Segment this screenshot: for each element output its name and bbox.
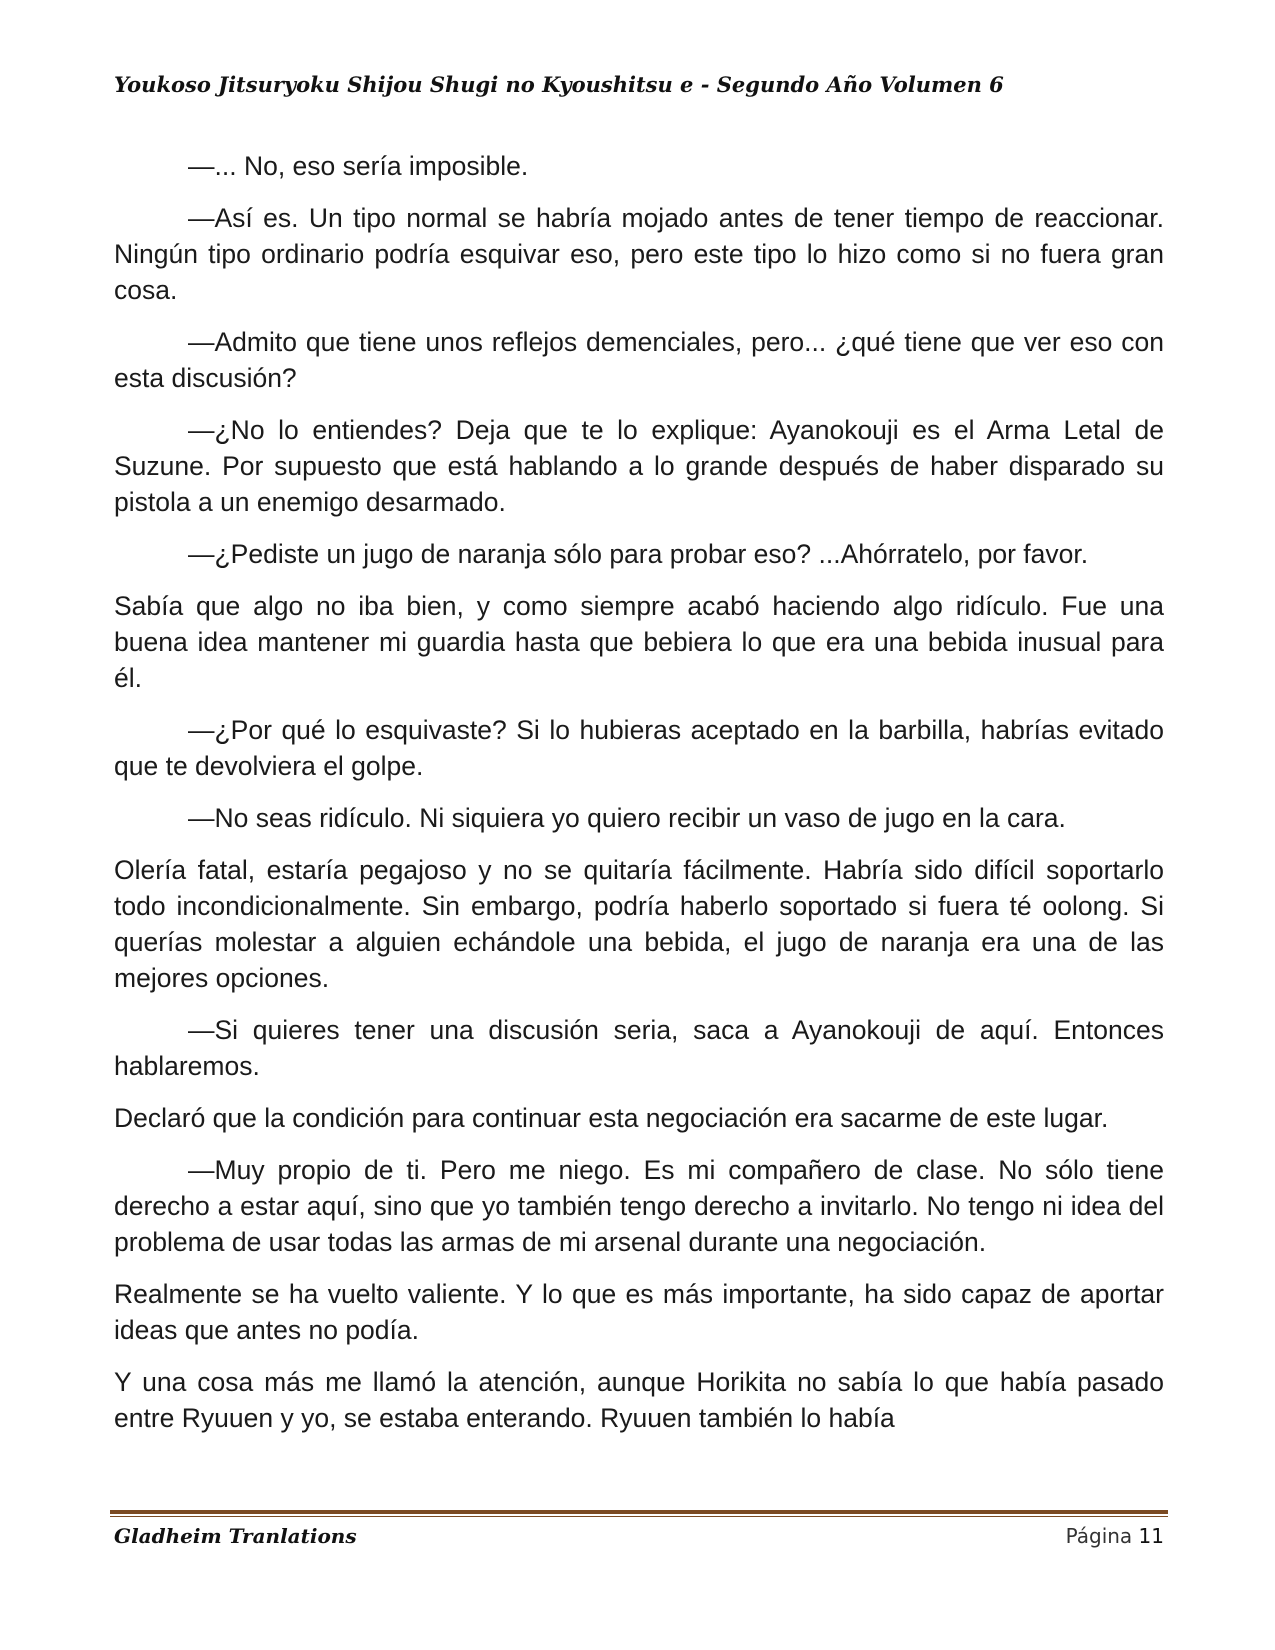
paragraph: Olería fatal, estaría pegajoso y no se quitaría fácilmente. Habría sido difícil soportarlo todo incondicionalmente. Sin embargo, podría haberlo soportado si fuera té oolong. Si querías molestar a alguien echándole una bebida, el jugo de naranja era una de las mejores opciones.: [114, 855, 1164, 993]
paragraph: Realmente se ha vuelto valiente. Y lo que es más importante, ha sido capaz de aportar ideas que antes no podía.: [114, 1279, 1164, 1345]
paragraph: —No seas ridículo. Ni siquiera yo quiero recibir un vaso de jugo en la cara.: [188, 803, 1066, 833]
page-number-label: [1066, 1524, 1164, 1548]
paragraph: Sabía que algo no iba bien, y como siempre acabó haciendo algo ridículo. Fue una buena idea mantener mi guardia hasta que bebiera lo que era una bebida inusual para él.: [114, 591, 1164, 693]
paragraph: —... No, eso sería imposible.: [188, 151, 529, 181]
paragraph: —¿Pediste un jugo de naranja sólo para probar eso? ...Ahórratelo, por favor.: [188, 539, 1089, 569]
paragraph: —Admito que tiene unos reflejos demenciales, pero... ¿qué tiene que ver eso con esta discusión?: [114, 327, 1164, 393]
page-number: 11: [1138, 1524, 1164, 1548]
footer-divider-thin-line: [110, 1516, 1168, 1517]
paragraph: Y una cosa más me llamó la atención, aunque Horikita no sabía lo que había pasado entre Ryuuen y yo, se estaba enterando. Ryuuen también lo había: [114, 1367, 1164, 1433]
paragraph: —Si quieres tener una discusión seria, saca a Ayanokouji de aquí. Entonces hablaremos.: [114, 1015, 1164, 1081]
footer-divider-thick-line: [110, 1510, 1168, 1514]
paragraph: —¿Por qué lo esquivaste? Si lo hubieras aceptado en la barbilla, habrías evitado que te devolviera el golpe.: [114, 715, 1164, 781]
running-header-title: Youkoso Jitsuryoku Shijou Shugi no Kyoushitsu e - Segundo Año Volumen 6: [114, 72, 1004, 97]
paragraph: —¿No lo entiendes? Deja que te lo explique: Ayanokouji es el Arma Letal de Suzune. Por supuesto que está hablando a lo grande después de haber disparado su pistola a un enemigo desarmado.: [114, 415, 1164, 517]
paragraph: —Así es. Un tipo normal se habría mojado antes de tener tiempo de reaccionar. Ningún tipo ordinario podría esquivar eso, pero este tipo lo hizo como si no fuera gran cosa.: [114, 203, 1164, 305]
body-text: [114, 148, 1164, 1452]
paragraph: —Muy propio de ti. Pero me niego. Es mi compañero de clase. No sólo tiene derecho a estar aquí, sino que yo también tengo derecho a invitarlo. No tengo ni idea del problema de usar todas las armas de mi arsenal durante una negociación.: [114, 1155, 1164, 1257]
paragraph: Declaró que la condición para continuar esta negociación era sacarme de este lugar.: [114, 1103, 1109, 1133]
footer-divider: [110, 1510, 1168, 1517]
page-label: Página: [1065, 1524, 1133, 1548]
footer-credit: Gladheim Tranlations: [114, 1524, 357, 1548]
